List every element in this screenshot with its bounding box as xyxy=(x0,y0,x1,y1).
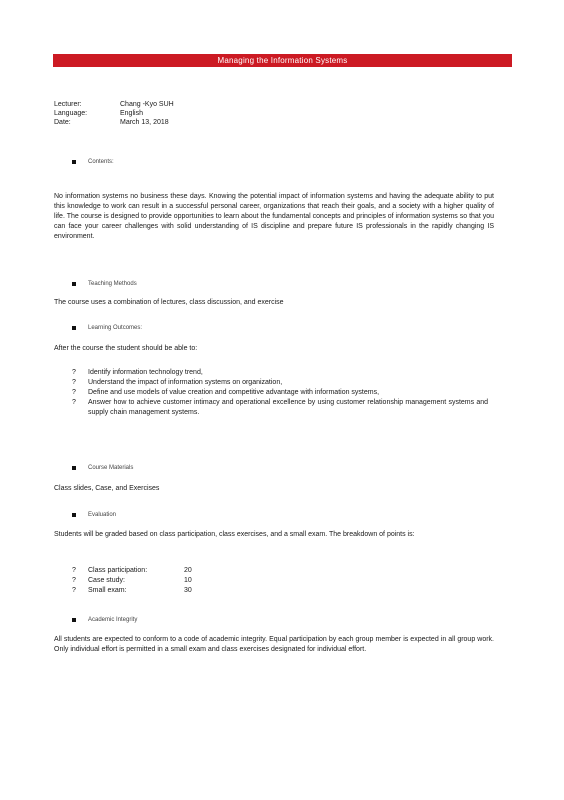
section-heading-contents xyxy=(72,159,114,165)
meta-row-lecturer xyxy=(54,100,174,109)
integrity-paragraph: All students are expected to conform to a code of academic integrity. Equal participation by each group member is expected in all group work. Only individual effort is permitted in a small exam and class exercises designated for individual effort. xyxy=(54,636,494,653)
heading-text: Academic Integrity xyxy=(88,617,138,623)
list-item xyxy=(72,378,488,388)
learning-intro: After the course the student should be able to: xyxy=(54,345,198,352)
list-item xyxy=(72,586,192,596)
section-heading-materials xyxy=(72,465,133,471)
section-heading-learning xyxy=(72,325,142,331)
section-heading-teaching xyxy=(72,281,137,287)
list-marker: ? xyxy=(72,369,76,376)
learning-outcomes-list xyxy=(72,368,488,418)
meta-label: Date: xyxy=(54,119,71,126)
document-title: Managing the Information Systems xyxy=(53,54,512,67)
heading-text: Evaluation xyxy=(88,512,117,518)
evaluation-paragraph: Students will be graded based on class participation, class exercises, and a small exam. The breakdown of points is: xyxy=(54,531,415,538)
list-marker: ? xyxy=(72,577,76,584)
list-item-text: Identify information technology trend, xyxy=(88,369,203,376)
square-bullet-icon xyxy=(72,160,76,164)
eval-points: 30 xyxy=(184,587,192,594)
heading-text: Learning Outcomes: xyxy=(88,325,143,331)
list-item xyxy=(72,398,488,418)
list-marker: ? xyxy=(72,379,76,386)
section-heading-integrity xyxy=(72,617,137,623)
eval-points: 10 xyxy=(184,577,192,584)
square-bullet-icon xyxy=(72,326,76,330)
eval-points: 20 xyxy=(184,567,192,574)
list-item-text: Understand the impact of information systems on organization, xyxy=(88,379,283,386)
meta-row-language xyxy=(54,109,174,118)
teaching-paragraph: The course uses a combination of lectures, class discussion, and exercise xyxy=(54,299,284,306)
contents-paragraph: No information systems no business these days. Knowing the potential impact of information systems and having the adequate ability to put this knowledge to work can result in a successful personal career, organizations that reach their goals, and a society with a higher quality of life. The course is designed to provide opportunities to learn about the fundamental concepts and principles of information systems so that you can face your career challenges with solid understanding of IS discipline and prepare future IS professionals in the rapidly changing IS environment. xyxy=(54,193,494,240)
heading-text: Teaching Methods xyxy=(88,281,137,287)
square-bullet-icon xyxy=(72,513,76,517)
materials-paragraph: Class slides, Case, and Exercises xyxy=(54,485,160,492)
list-marker: ? xyxy=(72,587,76,594)
meta-value: English xyxy=(120,110,143,117)
evaluation-list xyxy=(72,566,192,596)
meta-label: Lecturer: xyxy=(54,101,82,108)
square-bullet-icon xyxy=(72,282,76,286)
list-marker: ? xyxy=(72,399,76,406)
course-meta xyxy=(54,100,174,127)
list-item xyxy=(72,368,488,378)
meta-value: Chang -Kyo SUH xyxy=(120,101,174,108)
section-heading-evaluation xyxy=(72,512,116,518)
meta-label: Language: xyxy=(54,110,88,117)
heading-text: Course Materials xyxy=(88,465,134,471)
meta-row-date xyxy=(54,118,174,127)
list-marker: ? xyxy=(72,389,76,396)
square-bullet-icon xyxy=(72,618,76,622)
list-item-text: Define and use models of value creation and competitive advantage with information systems, xyxy=(88,389,380,396)
square-bullet-icon xyxy=(72,466,76,470)
heading-text: Contents: xyxy=(88,159,114,165)
list-item xyxy=(72,566,192,576)
list-item xyxy=(72,388,488,398)
eval-label: Class participation: xyxy=(88,567,148,574)
meta-value: March 13, 2018 xyxy=(120,119,169,126)
list-marker: ? xyxy=(72,567,76,574)
list-item xyxy=(72,576,192,586)
list-item-text: Answer how to achieve customer intimacy and operational excellence by using customer relationship management systems and supply chain management systems. xyxy=(88,399,488,416)
eval-label: Small exam: xyxy=(88,587,127,594)
eval-label: Case study: xyxy=(88,577,125,584)
